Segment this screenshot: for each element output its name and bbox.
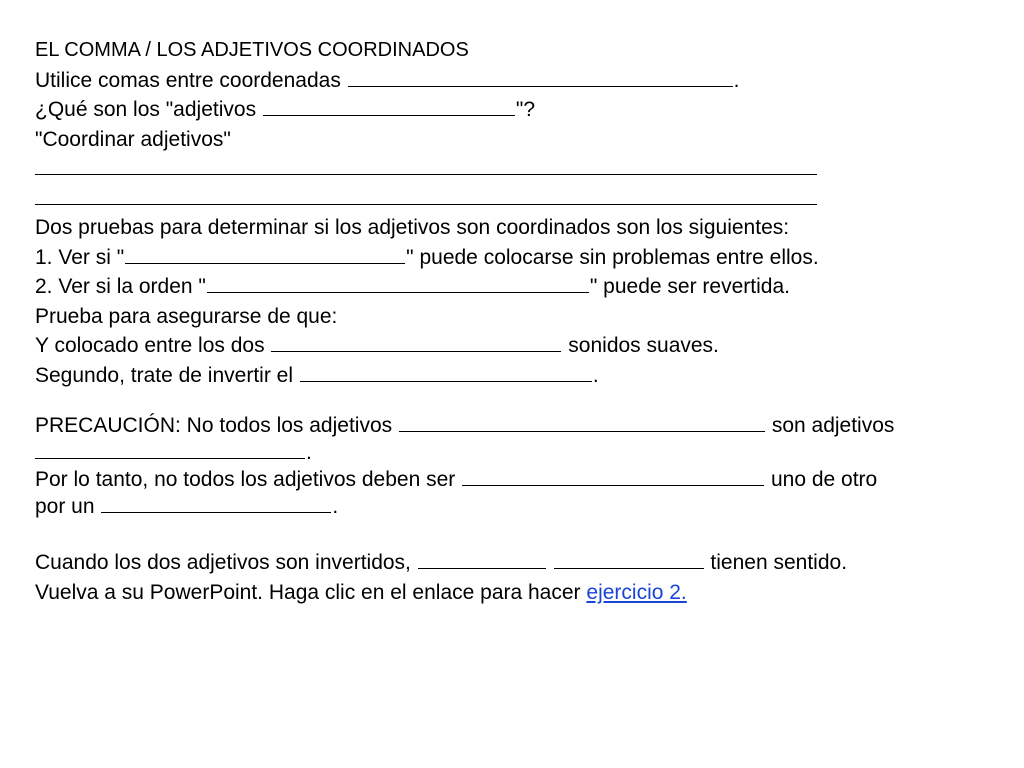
line-return: Vuelva a su PowerPoint. Haga clic en el enlace para hacer ejercicio 2. — [35, 580, 687, 604]
blank-field — [348, 67, 733, 87]
line-therefore: Por lo tanto, no todos los adjetivos deben ser uno de otro — [35, 468, 878, 491]
line-proof: Prueba para asegurarse de que: — [35, 304, 338, 328]
line-test-1: 1. Ver si " " puede colocarse sin problemas entre ellos. — [35, 245, 819, 269]
blank-field — [207, 273, 589, 293]
blank-field — [462, 466, 764, 486]
line-commas: Utilice comas entre coordenadas . — [35, 68, 740, 92]
line-inverted: Cuando los dos adjetivos son invertidos, tienen sentido. — [35, 551, 848, 574]
line-blank-full — [35, 184, 985, 214]
spacer — [35, 520, 985, 548]
line-coordinar: "Coordinar adjetivos" — [35, 127, 231, 151]
line-question: ¿Qué son los "adjetivos "? — [35, 98, 536, 121]
blank-field — [300, 362, 592, 382]
exercise-2-link[interactable]: ejercicio 2. — [586, 580, 687, 604]
blank-field — [399, 412, 765, 432]
line-test-2: 2. Ver si la orden " " puede ser revertida. — [35, 275, 790, 298]
line-invert: Segundo, trate de invertir el . — [35, 363, 599, 387]
spacer — [35, 390, 985, 412]
page-title: EL COMMA / LOS ADJETIVOS COORDINADOS — [35, 39, 469, 61]
blank-field — [101, 493, 331, 513]
line-caution-cont: . — [35, 439, 985, 466]
blank-field — [418, 549, 546, 569]
line-caution: PRECAUCIÓN: No todos los adjetivos son adjetivos — [35, 414, 895, 437]
blank-field — [271, 332, 561, 352]
blank-field — [35, 439, 305, 459]
blank-field — [554, 549, 704, 569]
blank-field — [35, 185, 817, 205]
line-two-tests: Dos pruebas para determinar si los adjetivos son coordinados son los siguientes: — [35, 216, 790, 239]
blank-field — [263, 96, 515, 116]
worksheet — [35, 36, 985, 607]
line-therefore-cont: por un . — [35, 495, 339, 518]
blank-field — [125, 244, 405, 264]
line-blank-full — [35, 154, 985, 184]
line-placed: Y colocado entre los dos sonidos suaves. — [35, 334, 719, 357]
blank-field — [35, 155, 817, 175]
